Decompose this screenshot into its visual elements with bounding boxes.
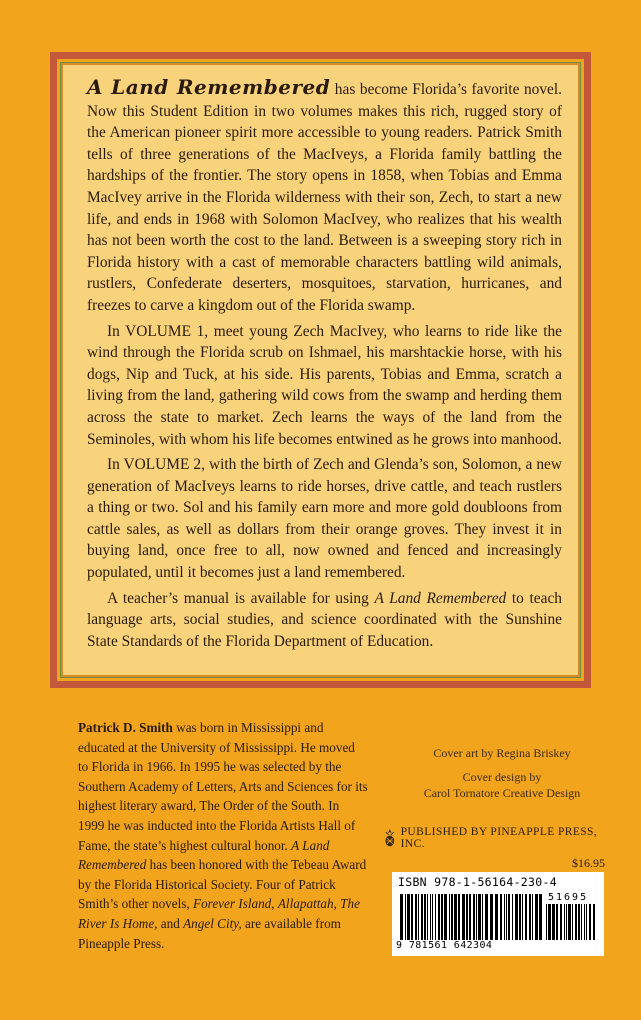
- barcode-bar: [535, 894, 538, 940]
- blurb-frame: [50, 52, 591, 688]
- barcode-bar: [444, 894, 447, 940]
- barcode-bar: [482, 894, 483, 940]
- barcode-bar: [469, 894, 471, 940]
- blurb-text: [87, 77, 562, 652]
- bio-sep-2: ,: [333, 896, 341, 912]
- barcode-bar: [430, 894, 431, 940]
- barcode-bar: [532, 894, 533, 940]
- barcode-bar: [476, 894, 477, 940]
- blurb-p4-text-b: to teach language arts, social studies, and science coordinated with the Sunshine State Standards of the Florida Department of Education.: [87, 589, 562, 650]
- barcode-bar: [504, 894, 505, 940]
- bio-book-title: A Land Remembered: [78, 837, 330, 873]
- barcode-bar: [415, 894, 417, 940]
- book-title-script: A Land Remembered: [87, 75, 331, 99]
- addon-digits: 51695: [548, 892, 589, 903]
- blurb-p4-title: A Land Remembered: [374, 589, 507, 607]
- barcode-bar: [522, 894, 523, 940]
- barcode-bar: [578, 904, 580, 940]
- barcode-bar: [500, 894, 502, 940]
- price: $16.95: [572, 856, 605, 870]
- barcode-bar: [490, 894, 493, 940]
- blurb-paragraph-2: In VOLUME 1, meet young Zech MacIvey, who learns to ride like the wind through the Florida scrub on Ishmael, his marshtackie horse, with his dogs, Nip and Tuck, at his side. His parents, Tobias and Emma, scratch a living from the land, gathering wild cows from the swamp and herding them across the state to market. Zech learns the ways of the land from the Seminoles, with whom his life becomes entwined as he grows into manhood.: [87, 322, 562, 448]
- barcode-bar: [438, 894, 440, 940]
- barcode-bar: [519, 894, 521, 940]
- barcode-bar: [435, 894, 436, 940]
- barcode-bar: [441, 894, 443, 940]
- barcode-bar: [508, 894, 510, 940]
- blurb-paragraph-1: [87, 77, 562, 317]
- barcode-bar: [581, 904, 582, 940]
- barcode-bar: [407, 894, 410, 940]
- barcode-bar: [473, 894, 475, 940]
- bio-novel-3: The River Is Home,: [78, 896, 360, 931]
- barcode-bar: [512, 894, 513, 940]
- barcode-bar: [454, 894, 457, 940]
- publisher-line: [383, 826, 619, 850]
- barcode-bar: [556, 904, 558, 940]
- addon-barcode-bars: [546, 904, 598, 940]
- barcode-bar: [400, 894, 403, 940]
- barcode-bar: [478, 894, 481, 940]
- barcode-bar: [432, 894, 433, 940]
- bio-sep-3: and: [157, 915, 184, 931]
- bio-text-3: are available from Pineapple Press.: [78, 915, 341, 951]
- ean-digits: 9 781561 642304: [396, 940, 493, 951]
- barcode-bar: [495, 894, 498, 940]
- barcode-bar: [515, 894, 518, 940]
- barcode-bar: [424, 894, 426, 940]
- barcode-bar: [458, 894, 460, 940]
- author-name: Patrick D. Smith: [78, 720, 173, 735]
- barcode-bar: [449, 894, 450, 940]
- bio-text-1: was born in Mississippi and educated at the University of Mississippi. He moved to Florida in 1966. In 1995 he was selected by the Southern Academy of Letters, Arts and Sciences for its highest literary award, The Order of the South. In 1999 he was inducted into the Florida Artists Hall of Fame, the state’s highest cultural honor.: [78, 720, 368, 853]
- ean-barcode-bars: [400, 894, 544, 940]
- barcode-bar: [405, 894, 406, 940]
- barcode-bar: [575, 904, 577, 940]
- barcode-bar: [525, 894, 527, 940]
- barcode-bar: [529, 894, 531, 940]
- blurb-paragraph-4: [87, 588, 562, 653]
- barcode-bar: [485, 894, 488, 940]
- bio-sep-1: ,: [271, 896, 278, 912]
- barcode-bar: [546, 904, 547, 940]
- barcode-bar: [466, 894, 468, 940]
- barcode-bar: [566, 904, 567, 940]
- cover-design-credit-line-1: Cover design by: [462, 770, 542, 784]
- barcode-bar: [572, 904, 573, 940]
- author-bio: [78, 718, 368, 953]
- bio-novel-1: Forever Island: [193, 896, 272, 912]
- barcode-bar: [411, 894, 413, 940]
- barcode-bar: [589, 904, 591, 940]
- cover-credits: [388, 745, 616, 801]
- isbn-text: ISBN 978-1-56164-230-4: [398, 875, 557, 889]
- cover-art-credit: Cover art by Regina Briskey: [433, 746, 571, 760]
- bio-text-2: has been honored with the Tebeau Award by the Florida Historical Society. Four of Patrick Smith’s other novels,: [78, 857, 367, 912]
- publisher-name: PUBLISHED BY PINEAPPLE PRESS, INC.: [400, 826, 598, 850]
- barcode-bar: [568, 904, 571, 940]
- barcode-bar: [586, 904, 587, 940]
- barcode-bar: [552, 904, 555, 940]
- barcode-bar: [421, 894, 423, 940]
- barcode-bar: [560, 904, 562, 940]
- barcode-bar: [427, 894, 428, 940]
- cover-design-credit-line-2: Carol Tornatore Creative Design: [423, 786, 581, 800]
- blurb-panel: [61, 63, 580, 677]
- barcode-bar: [418, 894, 419, 940]
- barcode-bar: [584, 904, 585, 940]
- barcode-bar: [548, 904, 551, 940]
- barcode-bar: [462, 894, 465, 940]
- barcode-bar: [539, 894, 542, 940]
- barcode-bar: [506, 894, 507, 940]
- blurb-paragraph-3: In VOLUME 2, with the birth of Zech and Glenda’s son, Solomon, a new generation of MacIveys learns to ride horses, drive cattle, and teach rustlers a thing or two. Sol and his family earn more and more gold doubloons from cattle sales, as well as dollars from their orange groves. They invest it in buying land, once free to all, now owned and fenced and increasingly populated, until it becomes just a land remembered.: [87, 456, 562, 582]
- pineapple-icon: [383, 829, 397, 847]
- blurb-p4-text-a: A teacher’s manual is available for using: [107, 589, 375, 607]
- bio-novel-2: Allapattah: [277, 896, 334, 912]
- blurb-p1-text: has become Florida’s favorite novel. Now this Student Edition in two volumes makes this rich, rugged story of the American pioneer spirit more accessible to young readers. Patrick Smith tells of three generations of the MacIveys, a Florida family battling the hardships of the frontier. The story opens in 1858, when Tobias and Emma MacIvey arrive in the Florida wilderness with their son, Zech, to start a new life, and ends in 1968 with Solomon MacIvey, who realizes that his wealth has not been worth the cost to the land. Between is a sweeping story rich in Florida history with a cast of memorable characters battling wild animals, rustlers, Confederate deserters, mosquitoes, starvation, hurricanes, and freezes to carve a kingdom out of the Florida swamp.: [87, 81, 562, 314]
- barcode: [392, 872, 604, 956]
- barcode-bar: [593, 904, 595, 940]
- barcode-bar: [451, 894, 453, 940]
- bio-novel-4: Angel City,: [183, 915, 242, 931]
- barcode-bar: [564, 904, 565, 940]
